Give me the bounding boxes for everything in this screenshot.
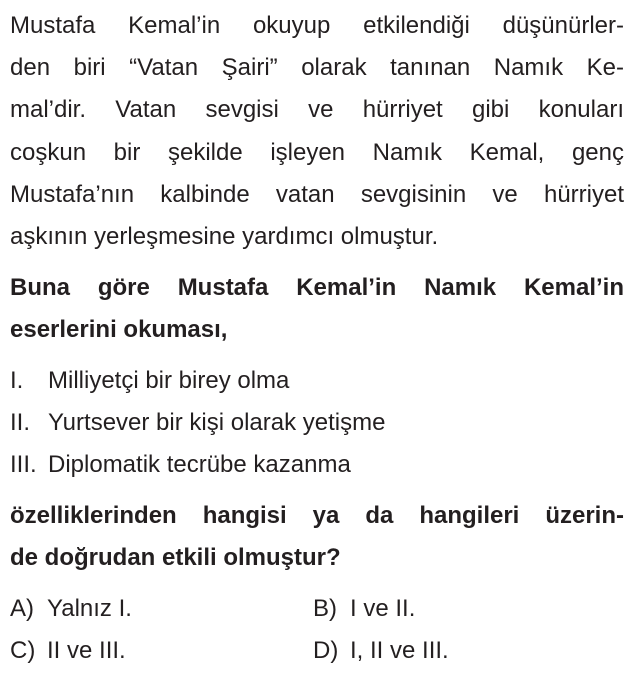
passage-line: Mustafa’nın kalbinde vatan sevgisinin ve hürriyet [10,181,624,208]
question-stem-line: eserlerini okuması, [10,316,228,343]
option-text: II ve III. [47,637,126,664]
option-c[interactable] [10,637,126,665]
passage-line: coşkun bir şekilde işleyen Namık Kemal, genç [10,139,624,166]
option-a[interactable] [10,595,132,623]
statement-numeral: II. [10,409,31,436]
statement-item [10,367,289,395]
option-text: I, II ve III. [350,637,449,664]
option-label: D) [313,637,339,664]
option-label: C) [10,637,36,664]
statement-text: Yurtsever bir kişi olarak yetişme [48,409,386,436]
option-b[interactable] [313,595,415,623]
passage-line: den biri “Vatan Şairi” olarak tanınan Namık Ke- [10,54,624,81]
statement-text: Milliyetçi bir birey olma [48,367,290,394]
statement-numeral: I. [10,367,24,394]
question-stem-line: Buna göre Mustafa Kemal’in Namık Kemal’in [10,274,624,301]
statement-item [10,409,385,437]
question-end-line: de doğrudan etkili olmuştur? [10,544,341,571]
question-end-line: özelliklerinden hangisi ya da hangileri üzerin- [10,502,624,529]
option-text: I ve II. [350,595,416,622]
passage-line: mal’dir. Vatan sevgisi ve hürriyet gibi konuları [10,96,624,123]
statement-text: Diplomatik tecrübe kazanma [48,451,351,478]
passage-line: aşkının yerleşmesine yardımcı olmuştur. [10,223,439,250]
option-label: B) [313,595,337,622]
passage-line: Mustafa Kemal’in okuyup etkilendiği düşünürler- [10,12,624,39]
option-label: A) [10,595,34,622]
option-text: Yalnız I. [47,595,132,622]
statement-item [10,451,351,479]
statement-numeral: III. [10,451,37,478]
option-d[interactable] [313,637,449,665]
